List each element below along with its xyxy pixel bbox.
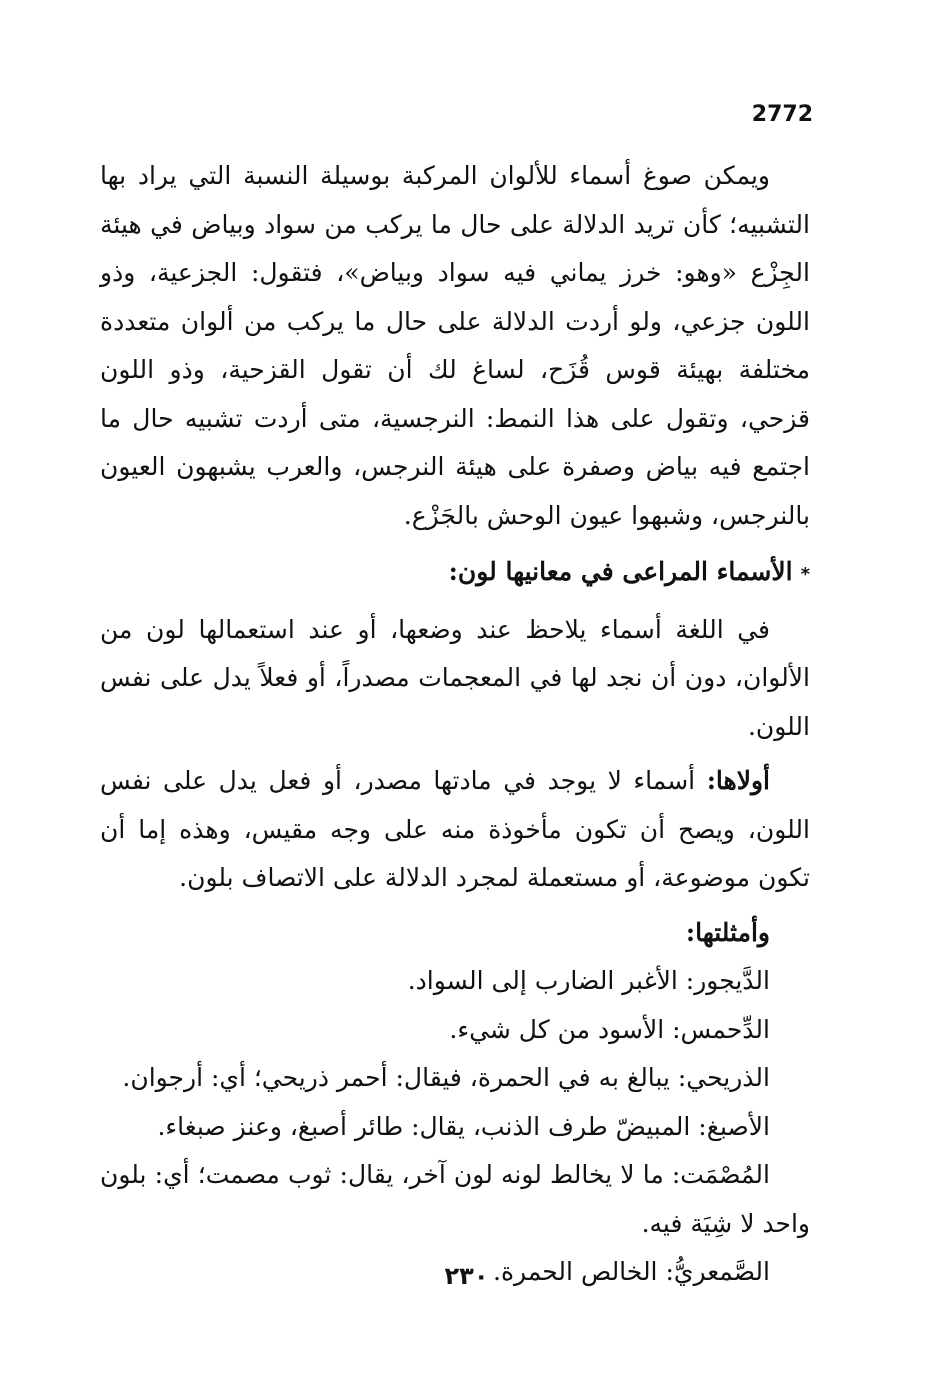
intro-paragraph: ويمكن صوغ أسماء للألوان المركبة بوسيلة النسبة التي يراد بها التشبيه؛ كأن تريد الدلالة على حال ما يركب من سواد وبياض في هيئة الجِزْع «وهو: خرز يماني فيه سواد وبياض»، فتقول: الجزعية، وذو اللون جزعي، ولو أردت الدلالة على حال ما يركب من ألوان متعددة مختلفة بهيئة قوس قُزَح، لساغ لك أن تقول القزحية، وذو اللون قزحي، وتقول على هذا النمط: النرجسية، متى أردت تشبيه حال ما اجتمع فيه بياض وصفرة على هيئة النرجس، والعرب يشبهون العيون بالنرجس، وشبهوا عيون الوحش بالجَزْع. bbox=[100, 161, 810, 530]
example-item: الذريحي: يبالغ به في الحمرة، فيقال: أحمر ذريحي؛ أي: أرجوان. bbox=[122, 1063, 770, 1092]
section-heading-text: الأسماء المراعى في معانيها لون: bbox=[448, 557, 793, 586]
example-item: الأصبغ: المبيضّ طرف الذنب، يقال: طائر أصبغ، وعنز صبغاء. bbox=[157, 1111, 770, 1141]
examples-list bbox=[100, 957, 810, 1297]
examples-heading: وأمثلتها: bbox=[685, 917, 770, 947]
example-item: الدِّحمس: الأسود من كل شيء. bbox=[449, 1014, 770, 1044]
asterisk-bullet-icon: * bbox=[800, 564, 810, 585]
first-category-lead: أولاها: bbox=[706, 766, 770, 795]
example-item: الصَّمعريُّ: الخالص الحمرة. bbox=[493, 1257, 770, 1286]
section-heading bbox=[100, 548, 810, 600]
page-id: 2772 bbox=[751, 102, 813, 127]
page-body bbox=[100, 152, 810, 1297]
example-item: المُصْمَت: ما لا يخالط لونه لون آخر، يقال: ثوب مصمت؛ أي: بلون واحد لا شِيَة فيه. bbox=[100, 1160, 810, 1238]
example-item: الدَّيجور: الأغبر الضارب إلى السواد. bbox=[407, 966, 770, 995]
section-paragraph: في اللغة أسماء يلاحظ عند وضعها، أو عند استعمالها لون من الألوان، دون أن نجد لها في المعجمات مصدراً، أو فعلاً يدل على نفس اللون. bbox=[100, 614, 810, 741]
first-category-text: أسماء لا يوجد في مادتها مصدر، أو فعل يدل على نفس اللون، ويصح أن تكون مأخوذة منه على وجه مقيس، وهذه إما أن تكون موضوعة، أو مستعملة لمجرد الدلالة على الاتصاف بلون. bbox=[100, 766, 810, 892]
page-number: ٢٣٠ bbox=[444, 1262, 489, 1290]
first-category-paragraph bbox=[100, 757, 810, 903]
